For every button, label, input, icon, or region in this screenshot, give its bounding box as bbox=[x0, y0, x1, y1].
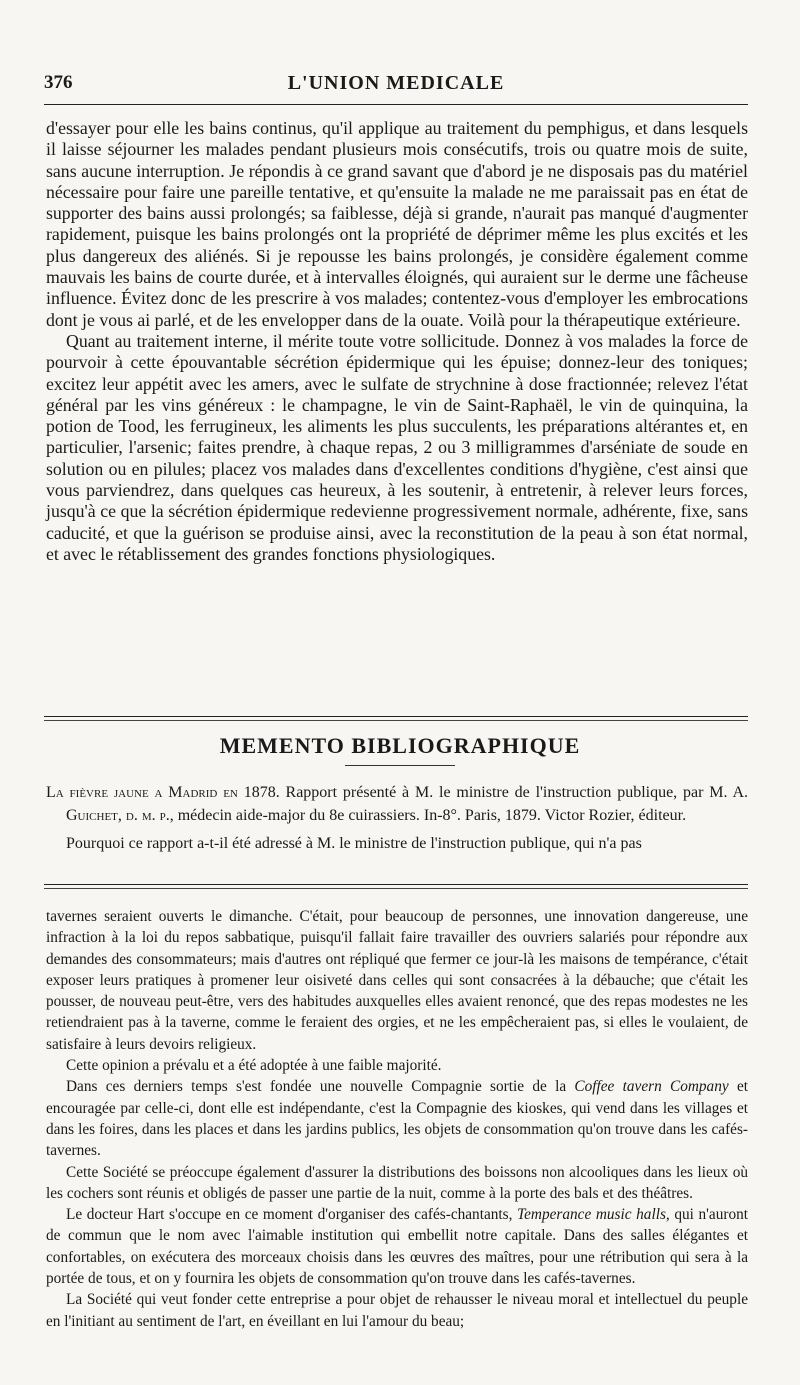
bibliography bbox=[46, 782, 748, 862]
running-title: L'UNION MEDICALE bbox=[287, 72, 505, 94]
lower-paragraph-1: tavernes seraient ouverts le dimanche. C'était, pour beaucoup de personnes, une innovation dangereuse, une infraction à la loi du repos sabbatique, puisqu'il fallait faire travailler des ouvriers salariés pour répondre aux demandes des consommateurs; mais d'autres ont répliqué que fermer ce jour-là les maisons de tempérance, c'était exposer leurs pratiques à promener leur oisiveté dans celles qui sont consacrées à la débauche; que c'était les pousser, de nouveau peut-être, vers des habitudes auxquelles elles avaient renoncé, que des repas modestes ne les retiendraient pas à la taverne, comme le feraient des orgies, et ne les empêcheraient pas, si elles le voulaient, de satisfaire à leurs devoirs religieux. bbox=[46, 908, 748, 1053]
bibliography-note: Pourquoi ce rapport a-t-il été adressé à M. le ministre de l'instruction publique, qui n'a pas bbox=[66, 835, 642, 852]
lower-p5-text-a: Le docteur Hart s'occupe en ce moment d'organiser des cafés-chantants, bbox=[66, 1206, 518, 1224]
entry-author: Guichet, d. m. p., bbox=[66, 806, 174, 824]
memento-title-underline bbox=[345, 765, 455, 766]
section-rule-bottom bbox=[44, 720, 748, 721]
lower-paragraph-3 bbox=[46, 1076, 748, 1161]
page-header bbox=[44, 72, 748, 98]
lower-paragraph-6: La Société qui veut fonder cette entreprise a pour objet de rehausser le niveau moral et intellectuel du peuple en l'initiant au sentiment de l'art, en éveillant en lui l'amour du beau; bbox=[46, 1291, 748, 1330]
lower-paragraph-5 bbox=[46, 1204, 748, 1289]
header-rule bbox=[44, 104, 748, 105]
memento-title: MEMENTO BIBLIOGRAPHIQUE bbox=[219, 733, 581, 758]
article-body bbox=[46, 118, 748, 565]
paragraph-1: d'essayer pour elle les bains continus, qu'il applique au traitement du pemphigus, et dans lesquels il laisse séjourner les malades pendant plusieurs mois consécutifs, trois ou quatre mois de suite, sans aucune interruption. Je répondis à ce grand savant que d'abord je ne disposais pas du matériel nécessaire pour faire une pareille tentative, et qu'ensuite la malade ne me paraissait pas en état de supporter des bains aussi prolongés; sa faiblesse, déjà si grande, n'aurait pas manqué d'augmenter rapidement, puisque les bains prolongés ont la propriété de déprimer même les plus excités et les plus dangereux des aliénés. Si je repousse les bains prolongés, je considère également comme mauvais les bains de courte durée, et à intervalles éloignés, qui auraient sur le derme une fâcheuse influence. Évitez donc de les prescrire à vos malades; contentez-vous d'employer les embrocations dont je vous ai parlé, et de les envelopper dans de la ouate. Voilà pour la thérapeutique extérieure. bbox=[46, 118, 748, 330]
lower-article bbox=[46, 906, 748, 1332]
lower-paragraph-2: Cette opinion a prévalu et a été adoptée à une faible majorité. bbox=[66, 1057, 442, 1075]
entry-title: La fièvre jaune a Madrid en 1878. bbox=[46, 784, 280, 801]
entry-text-2: médecin aide-major du 8e cuirassiers. In-8°. Paris, 1879. Victor Rozier, éditeur. bbox=[173, 806, 687, 824]
lower-p5-text-b: qui n'auront de commun que le nom avec l'aimable institution qui embellit notre capitale. Dans des salles élégantes et confortables, on exécutera des morceaux choisis dans les œuvres des maîtres, pour une rétribution qui sera à la portée de tous, et on y fournira les objets de consommation qu'on trouve dans les cafés-tavernes. bbox=[46, 1206, 748, 1288]
lower-paragraph-4: Cette Société se préoccupe également d'assurer la distributions des boissons non alcooliques dans les lieux où les cochers sont réunis et obligés de passer une partie de la nuit, comme à la porte des bals et des théâtres. bbox=[46, 1163, 748, 1202]
split-rule-top bbox=[44, 884, 748, 885]
split-rule-bottom bbox=[44, 888, 748, 889]
lower-p5-italic: Temperance music halls, bbox=[517, 1206, 670, 1224]
lower-p3-italic: Coffee tavern Company bbox=[574, 1078, 729, 1096]
section-rule-top bbox=[44, 716, 748, 717]
lower-p3-text-b: et encouragée par celle-ci, dont elle est indépendante, c'est la Compagnie des kioskes, qui vend dans les villages et dans les foires, dans les places et dans les jardins publics, les objets de consommation qu'on trouve dans les cafés-tavernes. bbox=[46, 1078, 748, 1160]
entry-text-1: Rapport présenté à M. le ministre de l'instruction publique, par M. A. bbox=[279, 784, 749, 801]
paragraph-2: Quant au traitement interne, il mérite toute votre sollicitude. Donnez à vos malades la force de pourvoir à cette épouvantable sécrétion épidermique qui les épuise; donnez-leur des toniques; excitez leur appétit avec les amers, avec le sulfate de strychnine à dose fractionnée; relevez l'état général par les vins généreux : le champagne, le vin de Saint-Raphaël, le vin de quinquina, la potion de Tood, les ferrugineux, les aliments les plus succulents, les préparations altérantes et, en particulier, l'arsenic; faites prendre, à chaque repas, 2 ou 3 milligrammes d'arséniate de soude en solution ou en pilules; placez vos malades dans d'excellentes conditions d'hygiène, c'est ainsi que vous parviendrez, dans quelques cas heureux, à les soutenir, à entretenir, à relever leurs forces, jusqu'à ce que la sécrétion épidermique redevienne progressivement normale, adhérente, fixe, sans caducité, et que la guérison se produise ainsi, avec la reconstitution de la peau à son état normal, et avec le rétablissement des grandes fonctions physiologiques. bbox=[46, 330, 748, 564]
bibliography-entry bbox=[46, 782, 748, 827]
page-number: 376 bbox=[44, 72, 73, 93]
lower-p3-text-a: Dans ces derniers temps s'est fondée une nouvelle Compagnie sortie de la bbox=[66, 1078, 575, 1096]
